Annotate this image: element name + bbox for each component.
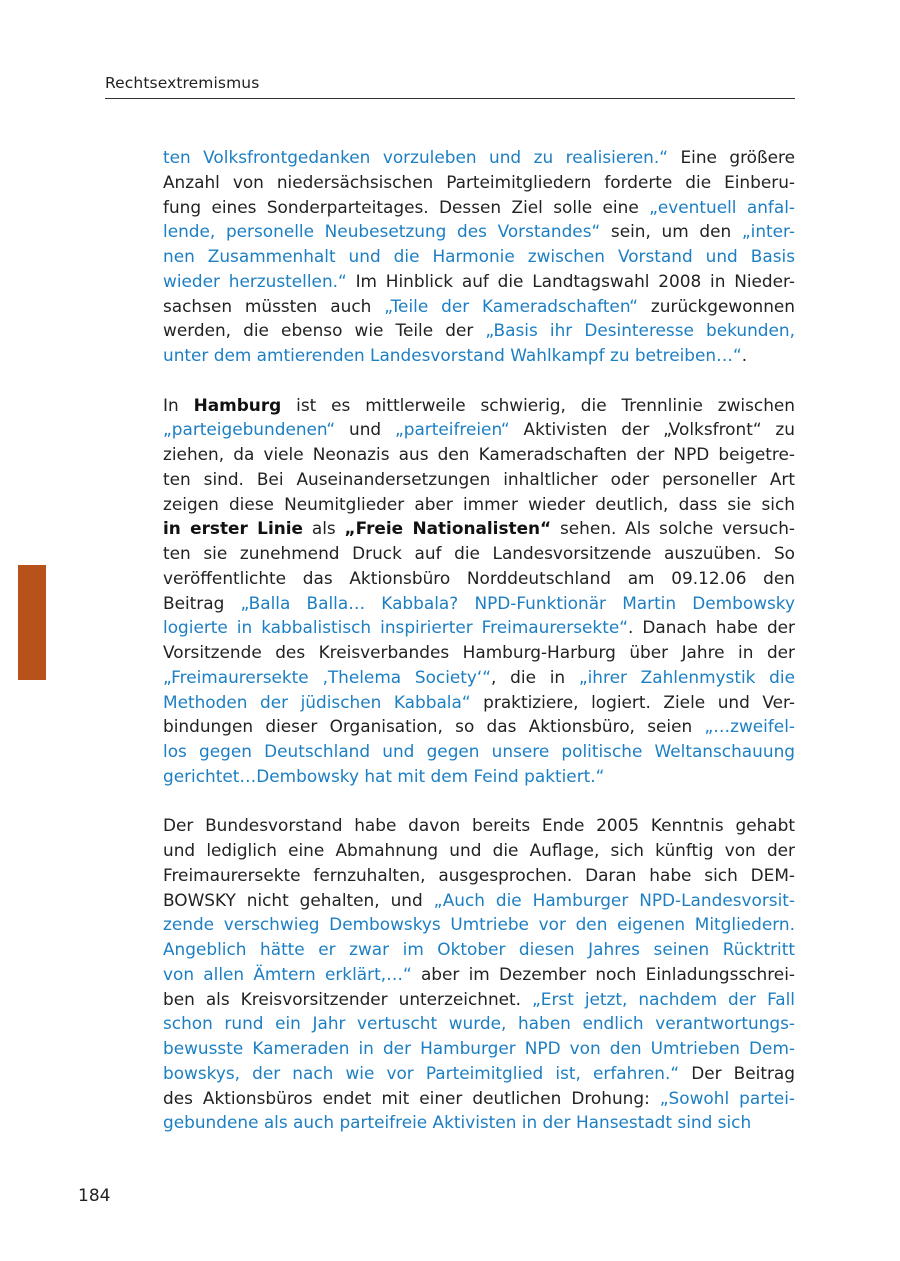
text-segment: Der Bundesvorstand habe davon bereits Ende 2005 Kenntnis gehabt: [163, 815, 795, 836]
text-line: [163, 269, 795, 294]
text-segment: Aktivisten der „Volksfront“ zu: [509, 419, 795, 440]
quoted-text: „…zweifel-: [704, 716, 795, 737]
text-segment: . Danach habe der: [627, 617, 795, 638]
text-line: [163, 343, 795, 368]
text-line: [163, 417, 795, 442]
text-segment: In: [163, 394, 194, 415]
quoted-text: bowskys, der nach wie vor Parteimitglied ist, erfahren.“: [163, 1062, 680, 1083]
paragraph-gap: [163, 368, 795, 393]
quoted-text: ten Volksfrontgedanken vorzuleben und zu realisieren.“: [163, 147, 669, 167]
text-segment: ten sie zunehmend Druck auf die Landesvorsitzende auszuüben. So: [163, 543, 795, 563]
text-line: [163, 566, 795, 591]
text-segment: veröffentlichte das Aktionsbüro Norddeutschland am 09.12.06 den: [163, 567, 795, 588]
text-line: [163, 640, 795, 665]
quoted-text: zende verschwieg Dembowskys Umtriebe vor den eigenen Mitgliedern.: [163, 914, 795, 935]
text-line: [163, 615, 795, 640]
text-line: [163, 591, 795, 616]
text-segment: aber im Dezember noch Einladungsschrei-: [411, 963, 795, 984]
quoted-text: wieder herzustellen.“: [163, 270, 347, 291]
quoted-text: „Erst jetzt, nachdem der Fall: [532, 988, 795, 1009]
header-divider: [105, 98, 795, 99]
text-line: [163, 195, 795, 220]
text-line: [163, 690, 795, 715]
quoted-text: gebundene als auch parteifreie Aktivisten in der Hansestadt sind sich: [163, 1112, 752, 1133]
text-segment: Der Beitrag: [679, 1062, 795, 1083]
text-line: [163, 813, 795, 838]
text-line: [163, 393, 795, 418]
quoted-text: „Teile der Kameradschaften“: [384, 295, 639, 316]
text-segment: , die in: [491, 666, 579, 687]
text-line: [163, 739, 795, 764]
text-line: [163, 467, 795, 492]
text-line: [163, 541, 795, 566]
text-segment: Vorsitzende des Kreisverbandes Hamburg-Harburg über Jahre in der: [163, 642, 795, 662]
text-line: [163, 888, 795, 913]
running-header: Rechtsextremismus: [105, 74, 260, 92]
text-line: [163, 863, 795, 888]
text-line: [163, 838, 795, 863]
text-segment: sehen. Als solche versuch-: [551, 518, 795, 539]
text-segment: ten sind. Bei Auseinandersetzungen inhaltlicher oder personeller Art: [163, 468, 795, 489]
quoted-text: „Auch die Hamburger NPD-Landesvorsit-: [433, 889, 795, 910]
text-segment: zurückgewonnen: [638, 295, 795, 316]
text-segment: Im Hinblick auf die Landtagswahl 2008 in Nieder-: [346, 270, 795, 291]
text-segment: Anzahl von niedersächsischen Parteimitgliedern forderte die Einberu-: [163, 171, 795, 192]
text-segment: BOWSKY nicht gehalten, und: [163, 889, 434, 910]
text-segment: Freimaurersekte fernzuhalten, ausgesprochen. Daran habe sich DEM-: [163, 864, 795, 885]
text-line: [163, 1110, 795, 1135]
quoted-text: „Sowohl partei-: [659, 1087, 795, 1108]
quoted-text: lende, personelle Neubesetzung des Vorstandes“: [163, 221, 601, 242]
text-segment: ben als Kreisvorsitzender unterzeichnet.: [163, 988, 533, 1009]
quoted-text: Angeblich hätte er zwar im Oktober diesen Jahres seinen Rücktritt: [163, 939, 795, 959]
text-segment: fung eines Sonderparteitages. Dessen Ziel solle eine: [163, 196, 650, 217]
text-line: [163, 1036, 795, 1061]
quoted-text: „Balla Balla… Kabbala? NPD-Funktionär Martin Dembowsky: [240, 592, 795, 613]
quoted-text: „parteigebundenen“: [163, 419, 336, 440]
text-segment: und lediglich eine Abmahnung und die Auflage, sich künftig von der: [163, 840, 795, 860]
text-segment: .: [741, 345, 748, 365]
chapter-marker-tab: [18, 565, 46, 680]
text-segment: ist es mittlerweile schwierig, die Trennlinie zwischen: [281, 394, 795, 415]
quoted-text: bewusste Kameraden in der Hamburger NPD von den Umtrieben Dem-: [163, 1038, 795, 1058]
text-line: [163, 442, 795, 467]
quoted-text: von allen Ämtern erklärt,…“: [163, 963, 412, 984]
text-line: [163, 170, 795, 195]
text-segment: des Aktionsbüros endet mit einer deutlichen Drohung:: [163, 1087, 660, 1108]
text-line: [163, 219, 795, 244]
text-segment: und: [335, 419, 395, 440]
paragraph-gap: [163, 789, 795, 814]
text-line: [163, 145, 795, 170]
text-line: [163, 665, 795, 690]
text-segment: sachsen müssten auch: [163, 295, 385, 316]
text-segment: werden, die ebenso wie Teile der: [163, 320, 486, 341]
text-segment: bindungen dieser Organisation, so das Aktionsbüro, seien: [163, 716, 705, 737]
text-segment: als: [303, 518, 345, 539]
text-segment: Eine größere: [668, 147, 795, 167]
text-line: [163, 294, 795, 319]
quoted-text: unter dem amtierenden Landesvorstand Wahlkampf zu betreiben…“: [163, 345, 742, 365]
quoted-text: los gegen Deutschland und gegen unsere politische Weltanschauung: [163, 741, 795, 761]
text-line: [163, 962, 795, 987]
bold-text: „Freie Nationalisten“: [344, 518, 552, 539]
quoted-text: gerichtet…Dembowsky hat mit dem Feind paktiert.“: [163, 765, 605, 786]
bold-text: Hamburg: [193, 394, 282, 415]
text-line: [163, 516, 795, 541]
text-line: [163, 244, 795, 269]
text-line: [163, 714, 795, 739]
text-line: [163, 912, 795, 937]
page-number: 184: [78, 1186, 111, 1206]
text-line: [163, 1086, 795, 1111]
quoted-text: nen Zusammenhalt und die Harmonie zwischen Vorstand und Basis: [163, 246, 795, 266]
text-segment: zeigen diese Neumitglieder aber immer wieder deutlich, dass sie sich: [163, 493, 795, 514]
quoted-text: „inter-: [741, 221, 795, 242]
text-line: [163, 1061, 795, 1086]
text-line: [163, 318, 795, 343]
body-text: [163, 145, 795, 1135]
quoted-text: „Freimaurersekte ‚Thelema Society‘“: [163, 666, 492, 687]
bold-text: in erster Linie: [163, 518, 304, 539]
quoted-text: Methoden der jüdischen Kabbala“: [163, 691, 471, 712]
quoted-text: „ihrer Zahlenmystik die: [578, 666, 795, 687]
quoted-text: schon rund ein Jahr vertuscht wurde, haben endlich verantwortungs-: [163, 1013, 795, 1034]
text-line: [163, 937, 795, 962]
text-line: [163, 987, 795, 1012]
quoted-text: logierte in kabbalistisch inspirierter Freimaurersekte“: [163, 617, 628, 638]
text-line: [163, 764, 795, 789]
quoted-text: „Basis ihr Desinteresse bekunden,: [485, 320, 795, 341]
text-line: [163, 1011, 795, 1036]
text-segment: praktiziere, logiert. Ziele und Ver-: [470, 691, 795, 712]
quoted-text: „parteifreien“: [394, 419, 510, 440]
text-segment: Beitrag: [163, 592, 241, 613]
text-segment: sein, um den: [600, 221, 742, 242]
quoted-text: „eventuell anfal-: [649, 196, 795, 217]
text-line: [163, 492, 795, 517]
text-segment: ziehen, da viele Neonazis aus den Kameradschaften der NPD beigetre-: [163, 444, 795, 464]
